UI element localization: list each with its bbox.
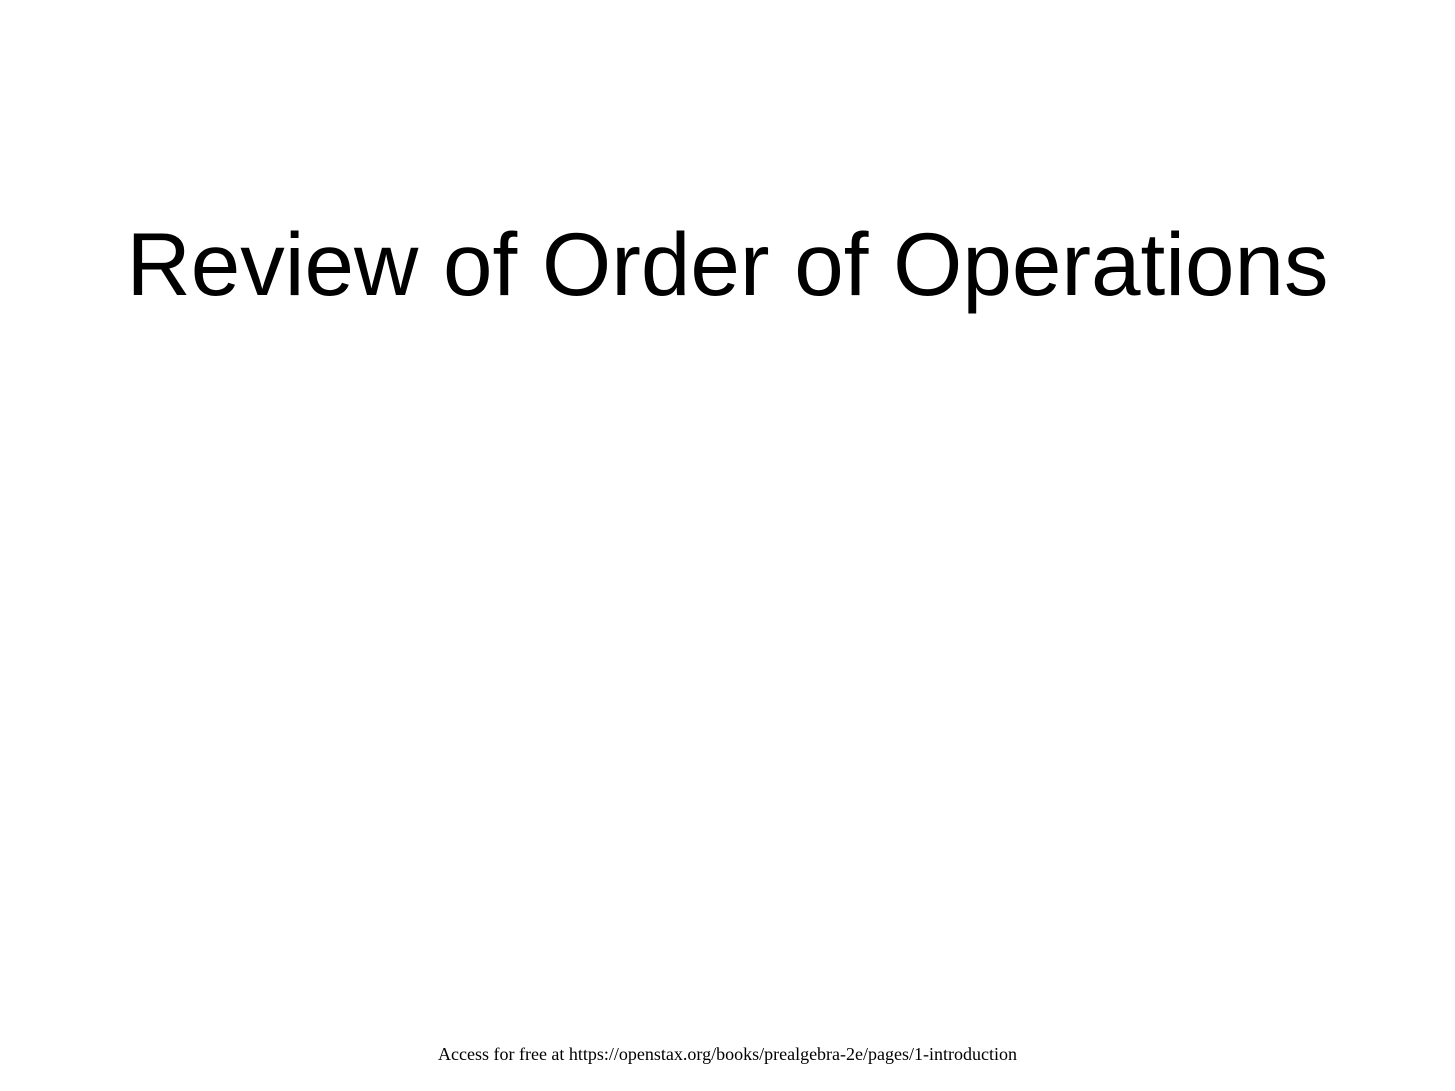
slide-footer-access-note: Access for free at https://openstax.org/books/prealgebra-2e/pages/1-introduction — [438, 1044, 1017, 1064]
slide-title: Review of Order of Operations — [126, 214, 1329, 314]
